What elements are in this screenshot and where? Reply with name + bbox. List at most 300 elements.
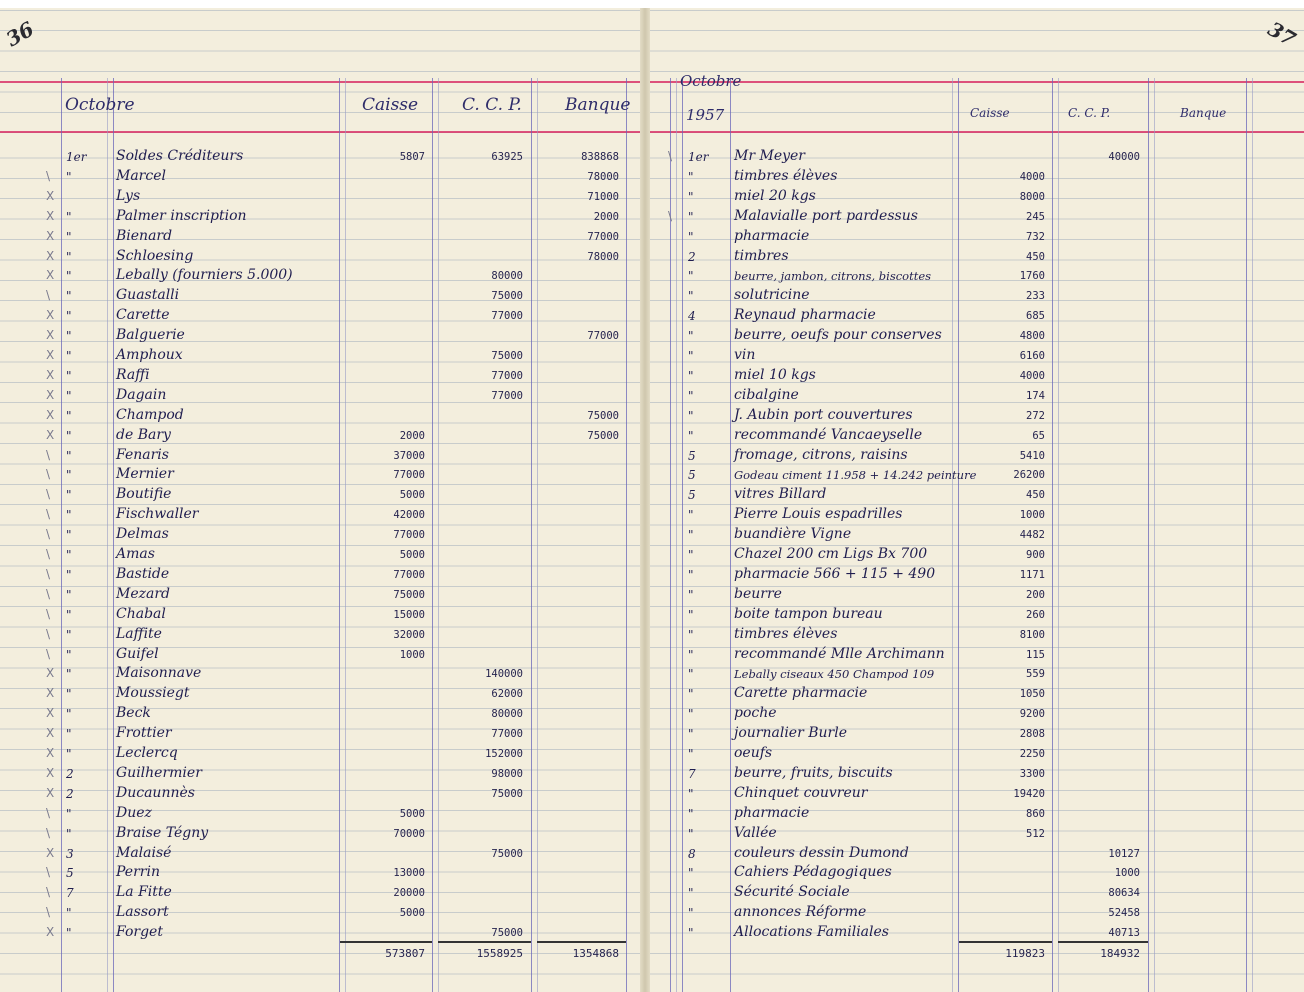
ledger-row [650, 325, 1304, 345]
ledger-row [650, 683, 1304, 703]
ledger-row [0, 604, 640, 624]
row-caisse: 5000 [399, 489, 425, 502]
row-description: Cahiers Pédagogiques [734, 864, 892, 881]
row-date: 7 [688, 766, 696, 781]
row-date: " [688, 627, 694, 642]
row-date: " [66, 488, 72, 503]
row-date: 1er [688, 150, 709, 164]
left-ledger-page [0, 8, 640, 992]
ledger-row [0, 325, 640, 345]
left-total-banque: 1354868 [572, 947, 619, 960]
row-check-mark: X [46, 427, 55, 442]
row-caisse: 5000 [399, 807, 425, 820]
row-description: journalier Burle [734, 725, 847, 742]
row-date: 5 [688, 488, 696, 503]
ledger-row [650, 723, 1304, 743]
row-check-mark: X [46, 228, 55, 243]
row-date: " [66, 169, 72, 184]
row-date: " [66, 229, 72, 244]
row-check-mark: \ [46, 547, 51, 561]
row-date: " [66, 687, 72, 702]
row-date: " [66, 548, 72, 562]
row-caisse: 77000 [393, 529, 425, 542]
row-description: Champod [116, 406, 184, 423]
row-description: Mernier [116, 466, 174, 483]
row-check-mark: \ [46, 606, 51, 621]
row-banque: 71000 [587, 190, 619, 203]
row-date: " [688, 329, 694, 344]
row-caisse: 450 [1026, 489, 1045, 502]
ledger-row [650, 584, 1304, 604]
row-caisse: 1050 [1019, 688, 1045, 701]
row-date: 5 [688, 448, 696, 463]
row-check-mark: X [46, 706, 55, 721]
row-check-mark: X [46, 367, 55, 382]
row-description: timbres élèves [734, 167, 838, 184]
row-caisse: 900 [1026, 549, 1045, 561]
row-date: " [688, 408, 694, 423]
row-description: Moussiegt [116, 685, 190, 702]
row-description: cibalgine [734, 386, 799, 403]
row-date: " [66, 508, 72, 523]
row-date: " [688, 926, 694, 941]
ledger-row [650, 604, 1304, 624]
row-description: timbres [734, 247, 789, 264]
ledger-row [0, 922, 640, 942]
row-date: " [688, 229, 694, 244]
row-date: " [688, 687, 694, 702]
row-caisse: 450 [1026, 250, 1045, 263]
ledger-row [0, 862, 640, 882]
row-date: 2 [66, 786, 74, 801]
row-check-mark: X [46, 268, 55, 283]
row-date: 2 [688, 249, 696, 264]
row-ccp: 63925 [491, 151, 523, 163]
row-caisse: 8100 [1019, 628, 1045, 641]
row-date: " [688, 567, 694, 582]
ledger-row [650, 504, 1304, 524]
row-date: " [66, 448, 72, 463]
ledger-row [0, 186, 640, 206]
row-date: " [688, 667, 694, 682]
ledger-row [650, 823, 1304, 843]
right-caisse-header: Caisse [970, 106, 1010, 120]
row-caisse: 5000 [399, 549, 425, 561]
ledger-row [0, 902, 640, 922]
row-date: " [66, 627, 72, 642]
row-date: " [66, 667, 72, 682]
row-caisse: 2000 [399, 429, 425, 442]
row-description: annonces Réforme [734, 904, 867, 921]
row-check-mark: \ [46, 626, 51, 641]
row-date: " [688, 866, 694, 881]
row-description: recommandé Vancaeyselle [734, 426, 923, 443]
row-banque: 838868 [581, 151, 619, 163]
row-caisse: 174 [1026, 389, 1045, 402]
left-caisse-header: Caisse [362, 95, 419, 115]
row-caisse: 9200 [1019, 708, 1045, 721]
row-caisse: 42000 [393, 509, 425, 522]
row-caisse: 13000 [393, 867, 425, 880]
ledger-row [0, 246, 640, 266]
row-date: " [688, 607, 694, 622]
row-date: 1er [66, 150, 87, 164]
row-caisse: 233 [1026, 290, 1045, 303]
row-ccp: 77000 [491, 369, 523, 382]
row-date: " [688, 388, 694, 403]
row-check-mark: \ [46, 885, 51, 900]
ledger-row [0, 345, 640, 365]
row-caisse: 77000 [393, 568, 425, 581]
ledger-row [650, 862, 1304, 882]
row-caisse: 5807 [399, 151, 425, 163]
row-description: Malavialle port pardessus [734, 207, 918, 224]
ledger-row [0, 763, 640, 783]
left-total-caisse: 573807 [385, 947, 425, 960]
row-description: J. Aubin port couvertures [734, 406, 913, 423]
row-description: Dagain [116, 386, 167, 403]
row-caisse: 1760 [1019, 270, 1045, 283]
row-description: Braise Tégny [116, 824, 209, 841]
row-description: Guilhermier [116, 764, 202, 781]
row-description: Schloesing [116, 247, 194, 264]
row-ccp: 40713 [1108, 927, 1140, 940]
row-date: " [688, 189, 694, 204]
row-description: poche [734, 705, 777, 722]
row-banque: 2000 [593, 210, 619, 223]
row-description: Fenaris [116, 446, 169, 463]
row-description: oeufs [734, 745, 773, 761]
row-ccp: 62000 [491, 688, 523, 701]
row-ccp: 75000 [491, 290, 523, 303]
row-date: " [688, 587, 694, 602]
row-description: recommandé Mlle Archimann [734, 645, 945, 662]
row-description: Boutifie [116, 486, 172, 503]
row-date: 2 [66, 766, 74, 781]
row-check-mark: X [46, 248, 55, 263]
ledger-row [0, 206, 640, 226]
row-check-mark: X [46, 726, 55, 741]
row-description: Frottier [116, 725, 172, 742]
ledger-row [0, 882, 640, 902]
ledger-row [0, 425, 640, 445]
ledger-row [650, 783, 1304, 803]
row-date: " [66, 826, 72, 841]
row-description: buandière Vigne [734, 526, 852, 543]
row-date: " [688, 886, 694, 901]
row-date: " [688, 826, 694, 841]
row-caisse: 70000 [393, 827, 425, 840]
row-date: " [66, 329, 72, 344]
row-description: Beck [116, 705, 151, 722]
row-ccp: 40000 [1108, 151, 1140, 163]
row-check-mark: X [46, 348, 55, 362]
row-date: 8 [688, 846, 696, 861]
row-description: pharmacie [734, 804, 810, 821]
ledger-row [0, 564, 640, 584]
row-ccp: 77000 [491, 310, 523, 323]
ledger-row [0, 166, 640, 186]
row-caisse: 245 [1026, 210, 1045, 223]
ledger-row [650, 365, 1304, 385]
row-date: " [688, 428, 694, 443]
row-description: Pierre Louis espadrilles [734, 506, 903, 523]
row-description: Guifel [116, 645, 159, 662]
left-ccp-header: C. C. P. [462, 95, 522, 115]
row-caisse: 2808 [1019, 728, 1045, 741]
left-month-header: Octobre [65, 95, 135, 115]
row-date: " [688, 906, 694, 921]
row-caisse: 4482 [1019, 529, 1045, 542]
row-description: Amphoux [116, 347, 183, 363]
row-description: beurre, fruits, biscuits [734, 764, 893, 781]
row-date: " [688, 528, 694, 543]
row-caisse: 559 [1026, 668, 1045, 681]
right-banque-header: Banque [1180, 106, 1227, 120]
ledger-row [650, 226, 1304, 246]
row-date: " [688, 727, 694, 742]
row-check-mark: X [46, 746, 55, 760]
row-description: Reynaud pharmacie [734, 307, 876, 324]
ledger-row [650, 902, 1304, 922]
ledger-row [650, 186, 1304, 206]
ledger-row [0, 365, 640, 385]
row-date: " [66, 926, 72, 941]
row-banque: 78000 [587, 170, 619, 183]
ledger-row [0, 723, 640, 743]
ledger-row [0, 305, 640, 325]
row-date: 4 [688, 309, 696, 324]
row-date: " [688, 169, 694, 184]
ledger-row [0, 464, 640, 484]
row-date: " [688, 368, 694, 383]
ledger-row [0, 484, 640, 504]
row-caisse: 115 [1026, 648, 1045, 661]
row-check-mark: \ [46, 905, 51, 920]
row-caisse: 37000 [393, 449, 425, 462]
row-description: Leclercq [116, 745, 178, 761]
row-description: beurre [734, 585, 782, 602]
row-date: " [688, 548, 694, 562]
row-caisse: 860 [1026, 807, 1045, 820]
row-description: Vallée [734, 824, 777, 841]
row-description: Balguerie [116, 327, 185, 344]
row-caisse: 8000 [1019, 190, 1045, 203]
row-description: Carette pharmacie [734, 685, 868, 702]
ledger-row [650, 803, 1304, 823]
row-caisse: 6160 [1019, 350, 1045, 362]
row-description: Delmas [116, 526, 169, 543]
ledger-row [650, 882, 1304, 902]
row-check-mark: \ [668, 208, 673, 223]
ledger-row [650, 166, 1304, 186]
row-caisse: 3300 [1019, 767, 1045, 780]
row-date: " [688, 209, 694, 224]
row-date: " [66, 289, 72, 304]
row-check-mark: X [46, 925, 55, 940]
row-check-mark: X [46, 387, 55, 402]
right-ccp-header: C. C. P. [1068, 106, 1111, 120]
ledger-row [0, 703, 640, 723]
row-banque: 75000 [587, 429, 619, 442]
ledger-row [0, 823, 640, 843]
ledger-row [650, 843, 1304, 863]
row-ccp: 77000 [491, 728, 523, 741]
ledger-row [650, 246, 1304, 266]
row-check-mark: \ [46, 825, 51, 840]
row-date: " [688, 647, 694, 662]
row-caisse: 75000 [393, 588, 425, 601]
row-description: Amas [116, 546, 155, 562]
row-ccp: 80000 [491, 270, 523, 283]
ledger-row [650, 305, 1304, 325]
ledger-row [0, 584, 640, 604]
row-description: Malaisé [116, 844, 172, 861]
ledger-row [0, 663, 640, 683]
row-caisse: 4000 [1019, 369, 1045, 382]
right-month-header: Octobre [680, 72, 742, 90]
row-check-mark: X [46, 407, 55, 422]
row-date: " [66, 567, 72, 582]
ledger-row [0, 146, 640, 166]
row-description: de Bary [116, 426, 171, 443]
ledger-row [0, 226, 640, 246]
row-check-mark: \ [46, 487, 51, 502]
right-total-caisse: 119823 [1005, 947, 1045, 960]
row-check-mark: X [46, 666, 55, 681]
row-description: Soldes Créditeurs [116, 148, 244, 164]
row-ccp: 10127 [1108, 847, 1140, 860]
ledger-row [0, 385, 640, 405]
row-check-mark: \ [46, 288, 51, 303]
row-check-mark: X [46, 765, 55, 780]
row-caisse: 260 [1026, 608, 1045, 621]
row-description: Fischwaller [116, 506, 199, 523]
row-description: Chinquet couvreur [734, 784, 868, 801]
row-check-mark: \ [668, 149, 673, 163]
row-check-mark: X [46, 308, 55, 323]
row-description: boite tampon bureau [734, 605, 883, 622]
row-caisse: 2250 [1019, 748, 1045, 760]
row-check-mark: X [46, 845, 55, 860]
row-caisse: 65 [1032, 429, 1045, 442]
row-caisse: 1000 [399, 648, 425, 661]
ledger-row [650, 484, 1304, 504]
row-caisse: 32000 [393, 628, 425, 641]
left-page-number: 36 [1, 16, 38, 52]
ledger-row [0, 524, 640, 544]
row-ccp: 80000 [491, 708, 523, 721]
ledger-row [650, 544, 1304, 564]
row-ccp: 75000 [491, 787, 523, 800]
row-caisse: 4800 [1019, 330, 1045, 343]
row-description: beurre, jambon, citrons, biscottes [734, 269, 932, 284]
ledger-row [650, 146, 1304, 166]
ledger-row [0, 405, 640, 425]
row-date: " [66, 408, 72, 423]
row-description: Forget [116, 924, 163, 941]
row-ccp: 52458 [1108, 907, 1140, 920]
row-caisse: 20000 [393, 887, 425, 900]
row-description: Perrin [116, 864, 160, 881]
ledger-row [650, 385, 1304, 405]
ledger-row [0, 624, 640, 644]
ledger-row [0, 644, 640, 664]
row-description: Lebally ciseaux 450 Champod 109 [734, 667, 935, 682]
row-date: " [688, 289, 694, 304]
row-date: " [66, 269, 72, 284]
ledger-row [650, 703, 1304, 723]
ledger-row [650, 644, 1304, 664]
ledger-row [650, 265, 1304, 285]
row-description: Raffi [116, 366, 150, 383]
row-ccp: 77000 [491, 389, 523, 402]
row-ccp: 152000 [485, 748, 523, 760]
row-caisse: 5410 [1019, 449, 1045, 462]
row-description: miel 10 kgs [734, 366, 816, 383]
ledger-row [650, 445, 1304, 465]
ledger-row [0, 843, 640, 863]
ledger-row [650, 663, 1304, 683]
row-date: 5 [688, 468, 696, 483]
right-year-header: 1957 [686, 106, 725, 124]
ledger-row [0, 265, 640, 285]
row-check-mark: X [46, 686, 55, 701]
row-caisse: 26200 [1013, 469, 1045, 482]
row-date: " [688, 349, 694, 363]
row-description: Duez [116, 804, 152, 821]
ledger-row [650, 464, 1304, 484]
row-date: 5 [66, 866, 74, 881]
row-description: solutricine [734, 287, 810, 304]
row-caisse: 272 [1026, 409, 1045, 422]
row-banque: 75000 [587, 409, 619, 422]
row-caisse: 5000 [399, 907, 425, 920]
row-date: " [66, 368, 72, 383]
row-banque: 77000 [587, 330, 619, 343]
row-date: " [688, 747, 694, 761]
row-date: " [66, 727, 72, 742]
ledger-row [650, 345, 1304, 365]
row-ccp: 80634 [1108, 887, 1140, 900]
ledger-row [650, 743, 1304, 763]
row-check-mark: X [46, 208, 55, 223]
ledger-row [0, 285, 640, 305]
row-caisse: 732 [1026, 230, 1045, 243]
row-date: " [688, 806, 694, 821]
row-date: " [66, 468, 72, 483]
ledger-row [0, 683, 640, 703]
row-description: miel 20 kgs [734, 187, 816, 204]
row-ccp: 140000 [485, 668, 523, 681]
row-check-mark: \ [46, 805, 51, 820]
ledger-row [650, 405, 1304, 425]
row-ccp: 98000 [491, 767, 523, 780]
row-description: Lassort [116, 904, 169, 921]
left-banque-header: Banque [565, 95, 631, 115]
ledger-row [650, 763, 1304, 783]
row-date: " [688, 508, 694, 523]
row-check-mark: X [46, 785, 55, 800]
row-description: pharmacie [734, 227, 810, 244]
row-check-mark: \ [46, 646, 51, 661]
row-description: Carette [116, 307, 170, 324]
row-description: Chabal [116, 605, 166, 622]
row-description: vitres Billard [734, 486, 827, 503]
row-check-mark: \ [46, 168, 51, 183]
row-date: " [66, 747, 72, 761]
ledger-row [0, 783, 640, 803]
